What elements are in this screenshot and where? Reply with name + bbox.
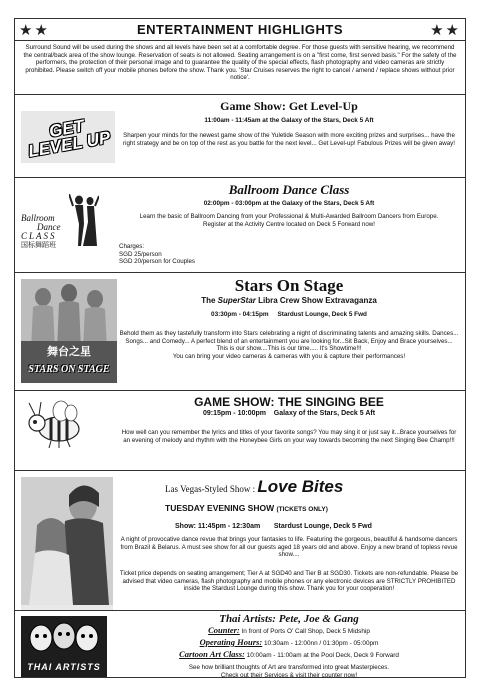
event-description: Learn the basic of Ballroom Dancing from your Professional & Multi-Awarded Ballroom Dancers from Europe. [139,213,439,220]
bee-icon [21,399,91,449]
ballroom-logo: Ballroom Dance CLASS 国标舞蹈班 [21,192,105,252]
love-bites-image [21,477,113,610]
section-love-bites [15,471,465,611]
section-stars-on-stage [15,273,465,391]
section-get-level-up [15,95,465,178]
registration-note: Register at the Activity Centre located on Deck 5 Forward now! [203,220,375,228]
section-thai-artists [15,611,465,678]
event-description: How well can you remember the lyrics and titles of your favorite songs? You may sing it or just say it...Brace yourselves for an evening of melody and rhythm with the Honeybee Girls on your way towards becoming the next Singing Bee Champ!!! [121,429,457,444]
event-description: A night of provocative dance revue that brings your fantasies to life. Featuring the gorgeous, beautiful & handsome dancers from Brazil & Belarus. A must see show for all our guests aged 18 years old and above. Enjoy a new brand of topless revue show.... [120,536,458,559]
thai-artists-logo: THAI ARTISTS [21,616,107,678]
entertainment-flyer [14,18,466,678]
camera-note: You can bring your video cameras & cameras with you & capture their performances! [172,352,406,360]
star-icon: ★★ [430,22,461,39]
ticket-info: Ticket price depends on seating arrangement; Tier A at SGD40 and Tier B at SGD30. Tickets are non-refundable. Please be advised that video cameras, flash photography and mobile phones or any electronic devices are STRICTLY PROHIBITED inside the Stardust Lounge during this show. Thank you for your cooperation! [119,570,459,593]
intro-notice: Surround Sound will be used during the shows and all levels have been set at a comfortable degree. For those guests with sensitive hearing, we recommend the central/back area of the show lounge. Reservation of seats is not allowed. Seating arrangement is on a "first come, first served basis." For the safety of the performers, the protection of their personal image and to guarantee the quality of the special effects, flash photography and video cameras are strictly prohibited. Please switch off your mobile phones before the show. Thank you. 'Star Cruises reserves the right to cancel / amend / replace shows without prior notice'. [15,41,465,95]
section-title: Thai Artists: Pete, Joe & Gang [219,613,359,625]
cartoon-class: Cartoon Art Class: 10:00am - 11:00am at the Pool Deck, Deck 9 Forward [179,649,399,659]
bee-image [21,399,91,454]
star-icon: ★★ [19,22,50,39]
show-subtitle: The SuperStar Libra Crew Show Extravaganza [201,296,377,305]
section-title: Stars On Stage [234,276,344,295]
counter-info: Counter: In front of Ports O' Call Shop, Deck 5 Midship [208,625,370,635]
event-time: 03:30pm - 04:15pm Stardust Lounge, Deck 5 Fwd [211,311,367,318]
visit-note: Check out their Services & visit their counter now! [220,671,358,678]
section-title: Game Show: Get Level-Up [220,99,358,113]
page-title: ENTERTAINMENT HIGHLIGHTS [136,22,344,37]
event-time: Show: 11:45pm - 12:30am Stardust Lounge, Deck 5 Fwd [175,523,372,530]
section-ballroom-dance [15,178,465,273]
header [15,19,465,41]
operating-hours: Operating Hours: 10:30am - 12:00nn / 01:30pm - 05:00pm [199,637,379,647]
section-title: Love Bites [257,477,344,496]
event-description: Sharpen your minds for the newest game show of the Yuletide Season with more exciting prizes and surprises... have the right strategy and be on top of the rest as you battle for the next level... Get Level-up! Fabulous Prizes will be given away! [123,132,455,147]
showtime-line: This is our show....This is our time..... It's Showtime!!! [216,345,362,353]
event-time: 09:15pm - 10:00pm Galaxy of the Stars, Deck 5 Aft [202,410,376,417]
show-day: TUESDAY EVENING SHOW (TICKETS ONLY) [165,503,328,513]
get-level-up-logo: GET LEVEL UP [21,111,115,163]
event-time: 02:00pm - 03:00pm at the Galaxy of the Stars, Deck 5 Aft [203,200,375,207]
section-title: Ballroom Dance Class [228,182,350,197]
section-singing-bee [15,391,465,471]
dancers-silhouette-icon [69,194,99,248]
show-prefix: Las Vegas-Styled Show : [165,484,258,494]
event-time: 11:00am - 11:45am at the Galaxy of the Stars, Deck 5 Aft [204,117,374,124]
event-description: See how brilliant thoughts of Art are transformed into great Masterpieces. [188,664,390,671]
charges: Charges: SGD 25/person SGD 20/person for Couples [119,243,196,266]
vampire-couple-photo [21,477,113,605]
section-title: GAME SHOW: THE SINGING BEE [194,395,384,409]
event-description: Behold them as they tastefully transform into Stars celebrating a night of discriminating talents and amazing skills. Dances... Songs... and Comedy... A perfect blend of an entertainment you are looking for...Sit Back, Enjoy and Brace yourselves... [119,330,459,345]
stars-on-stage-image: 舞台之星 STARS ON STAGE [21,279,117,383]
